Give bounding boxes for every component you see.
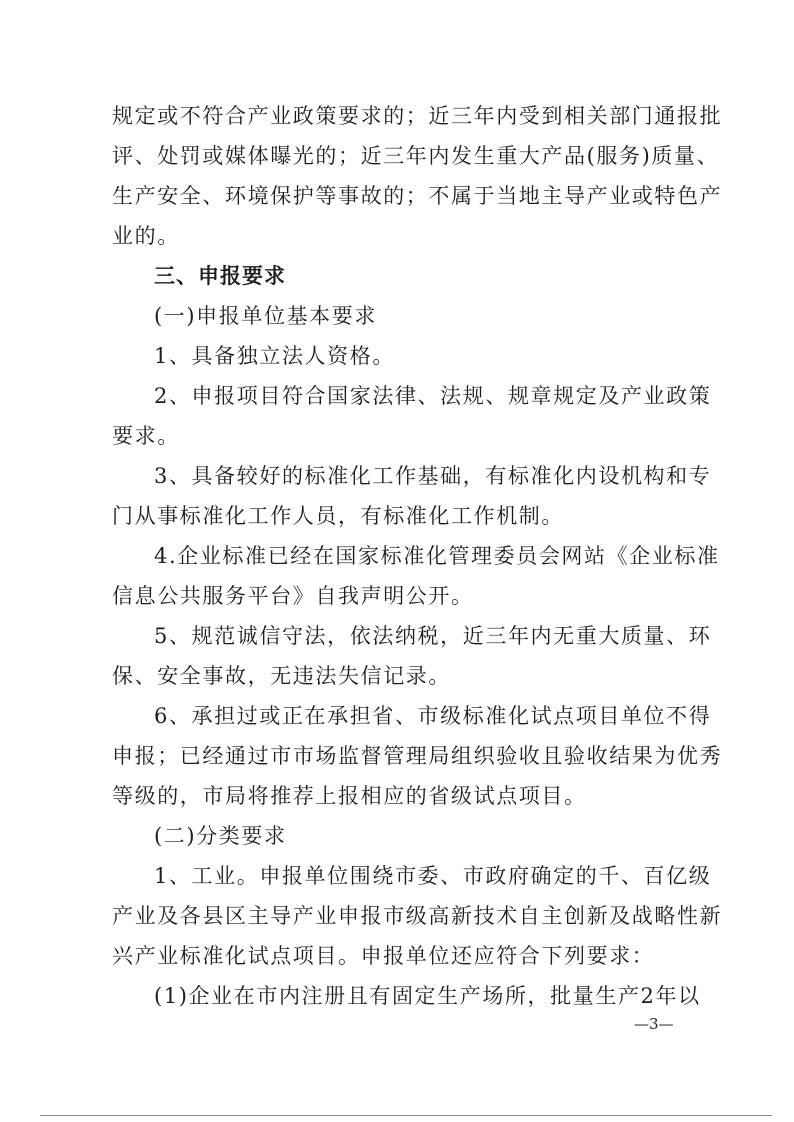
text-line: 兴产业标准化试点项目。申报单位还应符合下列要求： [112,944,655,968]
text-line: 产业及各县区主导产业申报市级高新技术自主创新及战略性新 [112,904,723,928]
text-line: 规定或不符合产业政策要求的；近三年内受到相关部门通报批 [112,104,723,128]
page-number: —3— [634,1015,674,1033]
list-item: 1、具备独立法人资格。 [154,344,395,368]
document-body [112,96,723,1016]
text-line: 等级的，市局将推荐上报相应的省级试点项目。 [112,784,587,808]
list-item: 5、规范诚信守法，依法纳税，近三年内无重大质量、环 [154,624,712,648]
text-line: 业的。 [112,224,180,248]
subsection-heading: (一)申报单位基本要求 [154,304,377,328]
text-line: 申报；已经通过市市场监督管理局组织验收且验收结果为优秀 [112,744,723,768]
text-line: 信息公共服务平台》自我声明公开。 [112,584,474,608]
text-line: 保、安全事故，无违法失信记录。 [112,664,451,688]
list-item: 1、工业。申报单位围绕市委、市政府确定的千、百亿级 [154,864,712,888]
text-line: 门从事标准化工作人员，有标准化工作机制。 [112,504,564,528]
text-line: 评、处罚或媒体曝光的；近三年内发生重大产品(服务)质量、 [112,144,720,168]
page-edge-line [40,1115,772,1116]
list-item: 4.企业标准已经在国家标准化管理委员会网站《企业标准 [154,544,720,568]
text-line: 生产安全、环境保护等事故的；不属于当地主导产业或特色产 [112,184,723,208]
section-heading: 三、申报要求 [154,264,286,288]
list-item: 6、承担过或正在承担省、市级标准化试点项目单位不得 [154,704,712,728]
list-item: 3、具备较好的标准化工作基础，有标准化内设机构和专 [154,464,712,488]
list-item: 2、申报项目符合国家法律、法规、规章规定及产业政策 [154,384,712,408]
text-line: 要求。 [112,424,180,448]
list-item: (1)企业在市内注册且有固定生产场所，批量生产2年以 [154,984,701,1008]
subsection-heading: (二)分类要求 [154,824,287,848]
